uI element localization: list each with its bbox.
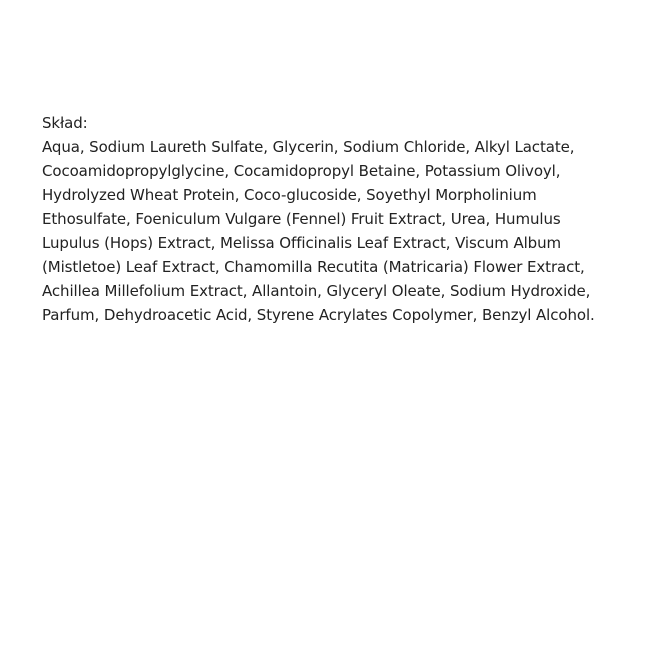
ingredient-line: Aqua, Sodium Laureth Sulfate, Glycerin, Sodium Chloride, Alkyl Lactate, [42, 138, 575, 156]
ingredient-line: Achillea Millefolium Extract, Allantoin, Glyceryl Oleate, Sodium Hydroxide, [42, 282, 591, 300]
ingredient-line: Parfum, Dehydroacetic Acid, Styrene Acrylates Copolymer, Benzyl Alcohol. [42, 306, 595, 324]
ingredients-heading: Skład: [42, 114, 88, 132]
ingredients-block [42, 111, 632, 327]
ingredient-line: (Mistletoe) Leaf Extract, Chamomilla Recutita (Matricaria) Flower Extract, [42, 258, 585, 276]
ingredient-line: Lupulus (Hops) Extract, Melissa Officinalis Leaf Extract, Viscum Album [42, 234, 562, 252]
ingredient-line: Hydrolyzed Wheat Protein, Coco-glucoside, Soyethyl Morpholinium [42, 186, 537, 204]
ingredient-line: Ethosulfate, Foeniculum Vulgare (Fennel) Fruit Extract, Urea, Humulus [42, 210, 561, 228]
ingredient-line: Cocoamidopropylglycine, Cocamidopropyl Betaine, Potassium Olivoyl, [42, 162, 561, 180]
